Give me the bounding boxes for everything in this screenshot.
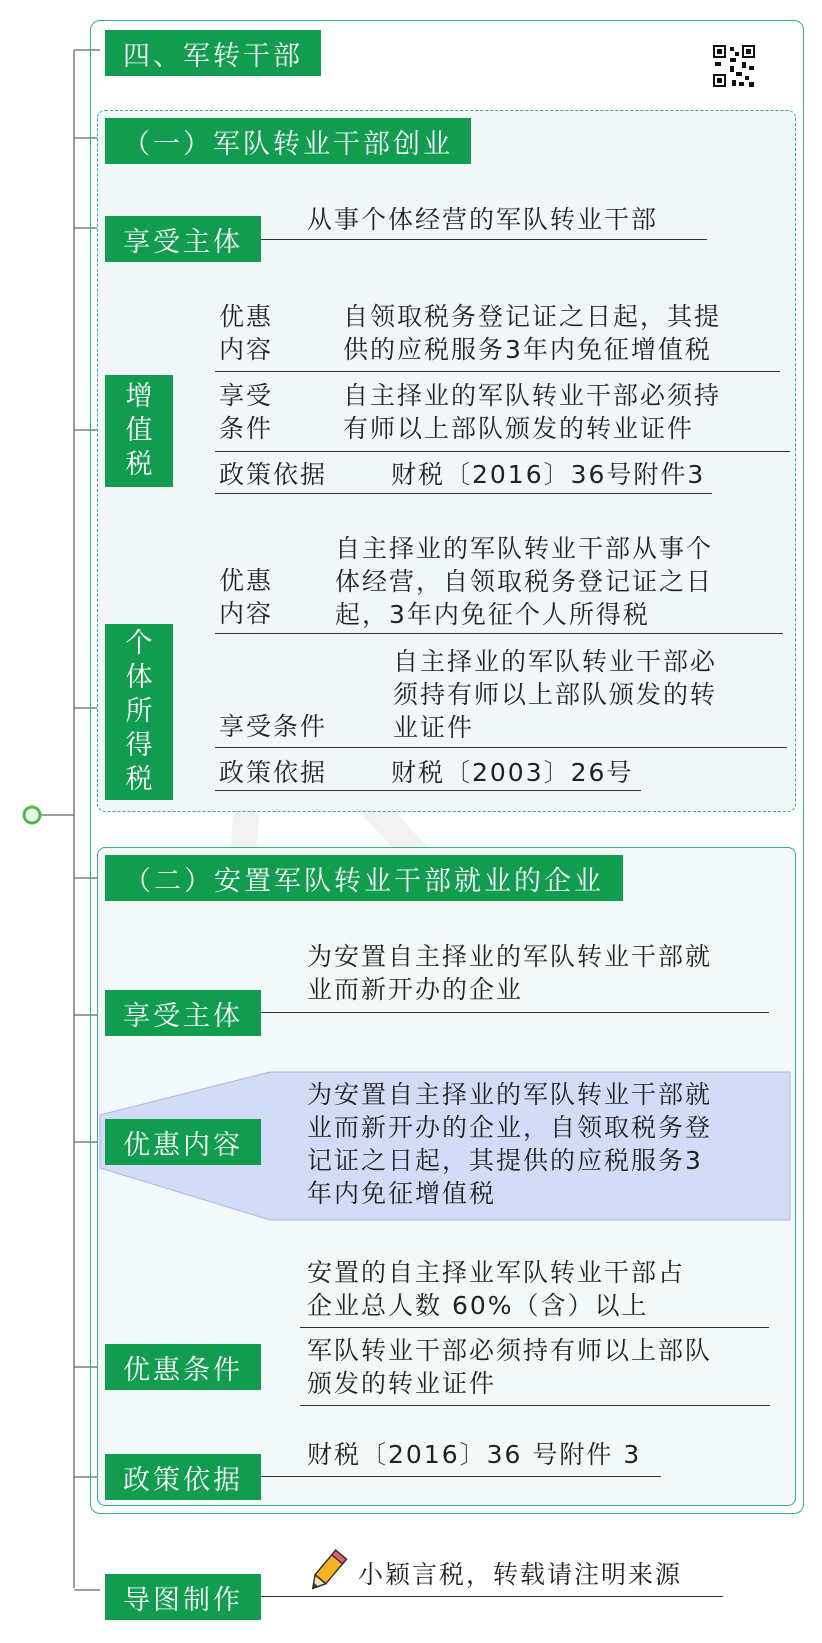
part2-basis-text: 财税〔2016〕36 号附件 3	[307, 1440, 642, 1469]
part2-basis-label: 政策依据	[105, 1454, 261, 1500]
footer-underline	[261, 1596, 723, 1597]
vat-condition-label: 享受 条件	[219, 381, 274, 443]
part2-benefit-text: 为安置自主择业的军队转业干部就 业而新开办的企业，自领取税务登 记证之日起，其提供的应税服务3 年内免征增值税	[307, 1080, 713, 1208]
iit-condition-label: 享受条件	[219, 712, 328, 741]
vat-benefit-text: 自领取税务登记证之日起，其提 供的应税服务3年内免征增值税	[343, 302, 722, 364]
iit-benefit-text: 自主择业的军队转业干部从事个 体经营，自领取税务登记证之日 起，3年内免征个人所得税	[335, 534, 714, 629]
iit-basis-label: 政策依据	[219, 758, 328, 787]
part2-condition-2: 军队转业干部必须持有师以上部队 颁发的转业证件	[307, 1336, 713, 1398]
section-title: 四、军转干部	[105, 30, 321, 76]
vat-condition-text: 自主择业的军队转业干部必须持 有师以上部队颁发的转业证件	[343, 381, 722, 443]
footer-label: 导图制作	[105, 1574, 261, 1620]
vat-basis-text: 财税〔2016〕36号附件3	[391, 460, 706, 489]
part1-subject-text: 从事个体经营的军队转业干部	[307, 205, 659, 234]
part1-iit-label: 个 体 所 得 税	[105, 624, 173, 800]
vat-basis-label: 政策依据	[219, 460, 328, 489]
part2-condition-label: 优惠条件	[105, 1344, 261, 1390]
part2-title: （二）安置军队转业干部就业的企业	[105, 855, 623, 901]
part1-title: （一）军队转业干部创业	[105, 118, 471, 164]
part2-condition-2-underline	[300, 1405, 770, 1406]
iit-condition-text: 自主择业的军队转业干部必 须持有师以上部队颁发的转 业证件	[393, 647, 718, 742]
part2-benefit-label: 优惠内容	[105, 1119, 261, 1165]
iit-basis-text: 财税〔2003〕26号	[391, 758, 634, 787]
iit-benefit-label: 优惠 内容	[219, 566, 274, 628]
part2-subject-label: 享受主体	[105, 990, 261, 1036]
vat-benefit-label: 优惠 内容	[219, 302, 274, 364]
pencil-icon	[304, 1548, 350, 1598]
part1-vat-label: 增 值 税	[105, 375, 173, 487]
part2-condition-1-underline	[300, 1327, 769, 1328]
footer-text: 小颖言税，转载请注明来源	[358, 1560, 683, 1589]
part2-basis-underline	[261, 1476, 661, 1477]
part2-condition-1: 安置的自主择业军队转业干部占 企业总人数 60%（含）以上	[307, 1258, 686, 1320]
part1-subject-label: 享受主体	[105, 216, 261, 262]
part2-subject-text: 为安置自主择业的军队转业干部就 业而新开办的企业	[307, 942, 713, 1004]
